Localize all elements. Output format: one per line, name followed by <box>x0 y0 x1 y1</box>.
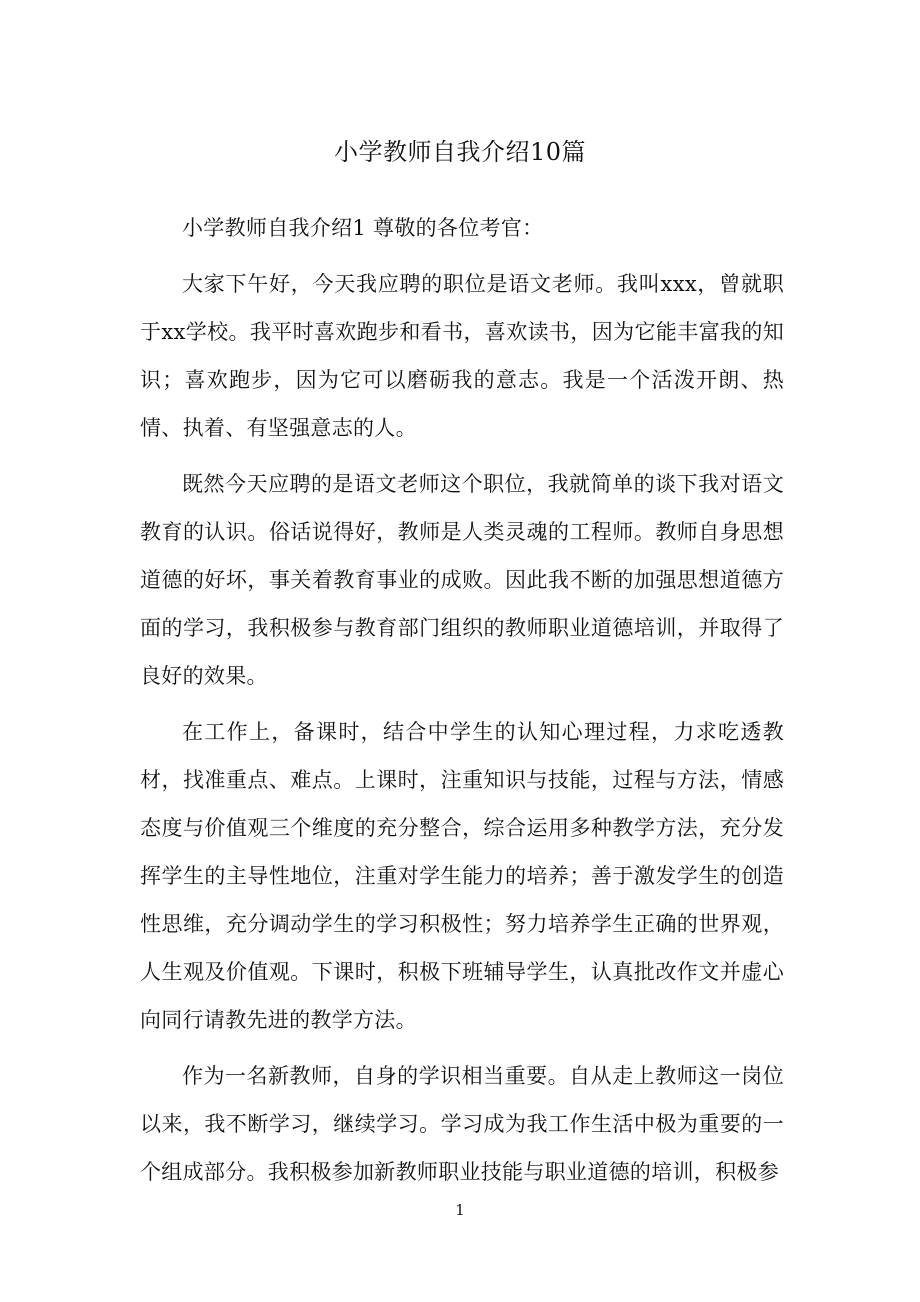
paragraph-5: 作为一名新教师，自身的学识相当重要。自从走上教师这一岗位以来，我不断学习，继续学习。学习成为我工作生活中极为重要的一个组成部分。我积极参加新教师职业技能与职业道德的培训，积极参 <box>140 1064 784 1184</box>
document-title: 小学教师自我介绍10篇 <box>333 138 587 166</box>
page-number: 1 <box>455 1201 465 1219</box>
paragraph-3: 既然今天应聘的是语文老师这个职位，我就简单的谈下我对语文教育的认识。俗话说得好，教师是人类灵魂的工程师。教师自身思想道德的好坏，事关着教育事业的成败。因此我不断的加强思想道德方面的学习，我积极参与教育部门组织的教师职业道德培训，并取得了良好的效果。 <box>140 472 784 688</box>
paragraph-2: 大家下午好，今天我应聘的职位是语文老师。我叫xxx，曾就职于xx学校。我平时喜欢跑步和看书，喜欢读书，因为它能丰富我的知识；喜欢跑步，因为它可以磨砺我的意志。我是一个活泼开朗、热情、执着、有坚强意志的人。 <box>140 272 784 440</box>
document-body <box>140 204 784 1204</box>
paragraph-4: 在工作上，备课时，结合中学生的认知心理过程，力求吃透教材，找准重点、难点。上课时，注重知识与技能，过程与方法，情感态度与价值观三个维度的充分整合，综合运用多种教学方法，充分发挥学生的主导性地位，注重对学生能力的培养；善于激发学生的创造性思维，充分调动学生的学习积极性；努力培养学生正确的世界观，人生观及价值观。下课时，积极下班辅导学生，认真批改作文并虚心向同行请教先进的教学方法。 <box>140 720 784 1032</box>
paragraph-1: 小学教师自我介绍1 尊敬的各位考官： <box>182 216 544 240</box>
